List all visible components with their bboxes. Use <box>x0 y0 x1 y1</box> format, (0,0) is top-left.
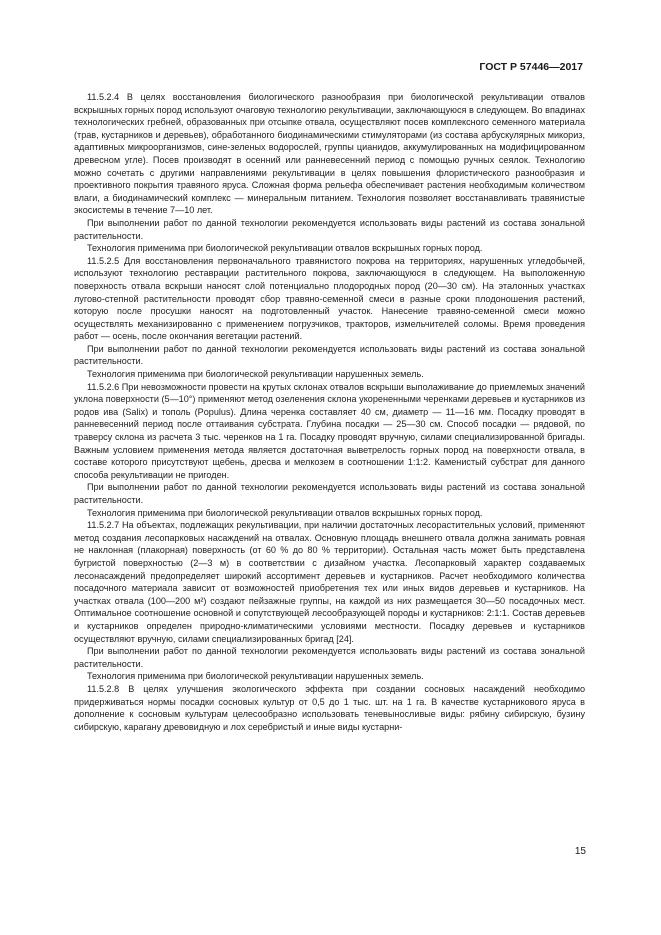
paragraph-recommendation: При выполнении работ по данной технологии рекомендуется использовать виды растений из состава зональной растительности. <box>74 646 585 669</box>
document-body <box>74 91 585 733</box>
paragraph-applicability: Технология применима при биологической рекультивации отвалов вскрышных горных пород. <box>87 243 483 254</box>
paragraph-11-5-2-7: 11.5.2.7 На объектах, подлежащих рекультивации, при наличии достаточных лесорастительных условий, применяют метод создания лесопарковых насаждений на отвалах. Основную площадь внешнего отвала должна занимать ровная не наклонная (плакорная) поверхность (от 60 % до 80 % территории). Остальная часть может быть представлена бугристой поверхностью (2—3 м) в соответствии с дизайном участка. Лесопарковый характер создаваемых лесонасаждений предопределяет широкий ассортимент деревьев и кустарников. Расчет необходимого количества посадочного материала зависит от возможностей приобретения тех или иных видов деревьев и кустарников. На участках отвала (100—200 м²) создают пейзажные группы, на каждой из них размещается 30—50 посадочных мест. Оптимальное соотношение основной и сопутствующей лесообразующей породы и кустарников: 2:1:1. Состав деревьев и кустарников определен природно-климатическими условиями местности. Посадку деревьев и кустарников осуществляют вручную, силами специализированных бригад [24]. <box>74 520 585 644</box>
paragraph-recommendation: При выполнении работ по данной технологии рекомендуется использовать виды растений из состава зональной растительности. <box>74 482 585 505</box>
paragraph-11-5-2-8: 11.5.2.8 В целях улучшения экологического эффекта при создании сосновых насаждений необходимо придерживаться нормы посадки сосновых культур от 0,5 до 1 тыс. шт. на 1 га. В качестве кустарникового яруса в дополнение к сосновым культурам целесообразно использовать теневыносливые виды: рябину сибирскую, бузину сибирскую, карагану древовидную и лох серебристый и иные виды кустарни- <box>74 683 585 732</box>
paragraph-applicability: Технология применима при биологической рекультивации нарушенных земель. <box>87 369 424 380</box>
paragraph-recommendation: При выполнении работ по данной технологии рекомендуется использовать виды растений из состава зональной растительности. <box>74 343 585 367</box>
paragraph-recommendation: При выполнении работ по данной технологии рекомендуется использовать виды растений из состава зональной растительности. <box>74 217 585 241</box>
paragraph-applicability: Технология применима при биологической рекультивации нарушенных земель. <box>87 671 424 682</box>
paragraph-applicability: Технология применима при биологической рекультивации отвалов вскрышных горных пород. <box>87 507 483 518</box>
standard-code: ГОСТ Р 57446—2017 <box>479 61 583 73</box>
paragraph-11-5-2-6: 11.5.2.6 При невозможности провести на крутых склонах отвалов вскрыши выполаживание до приемлемых значений уклона поверхности (5—10°) применяют метод озеленения склона укорененными черенками деревьев и кустарников из родов ива (Salix) и тополь (Populus). Длина черенка составляет 40 см, диаметр — 11—16 мм. Посадку проводят в ранневесенний период после оттаивания субстрата. Глубина посадки — 25—30 см. Способ посадки — рядовой, по траверсу склона из расчета 3 тыс. черенков на 1 га. Посадку проводят вручную, силами специализированной бригады. Важным условием применения метода является достаточная выветрелость горных пород на поверхности отвала, в составе которого присутствуют щебень, дресва и мелкозем в соотношении 1:1:2. Каменистый субстрат для данного способа рекультивации не пригоден. <box>74 381 585 480</box>
paragraph-11-5-2-5: 11.5.2.5 Для восстановления первоначального травянистого покрова на территориях, нарушенных угледобычей, используют технологию реставрации растительного покрова, заключающуюся в следующем. На выположенную поверхность отвала вскрыши наносят слой потенциально плодородных пород (20—30 см). На эталонных участках лугово-степной растительности проводят сбор травяно-семенной смеси в разные сроки плодоношения растений, которую после просушки наносят на подготовленный участок. Нанесение травяно-семенной смеси можно осуществлять механизированно с применением погрузчиков, тракторов, измельчителей соломы. Время проведения работ — осень, после окончания вегетации растений. <box>74 255 585 342</box>
page-number: 15 <box>574 846 586 857</box>
paragraph-11-5-2-4: 11.5.2.4 В целях восстановления биологического разнообразия при биологической рекультивации отвалов вскрышных горных пород используют очаговую технологию рекультивации, заключающуюся в следующем. Во впадинах технологических гребней, образованных при отсыпке отвала, осуществляют посев комплексного семенного материала (трав, кустарников и деревьев), обработанного биодинамическими стимуляторами (из состава арбускулярных микориз, адаптивных микроорганизмов, сине-зеленых водорослей, группы цианидов, аккумулированных на модифицированном древесном угле). Посев производят в осенний или ранневесенний период с помощью ручных сеялок. Технологию можно сочетать с другими направлениями рекультивации в целях повышения флористического разнообразия и проективного покрытия травяного яруса. Сложная форма рельефа обеспечивает растения необходимым количеством влаги, а биодинамический комплекс — минеральным питанием. Технология позволяет восстанавливать травянистые экосистемы в течение 7—10 лет. <box>74 92 585 216</box>
